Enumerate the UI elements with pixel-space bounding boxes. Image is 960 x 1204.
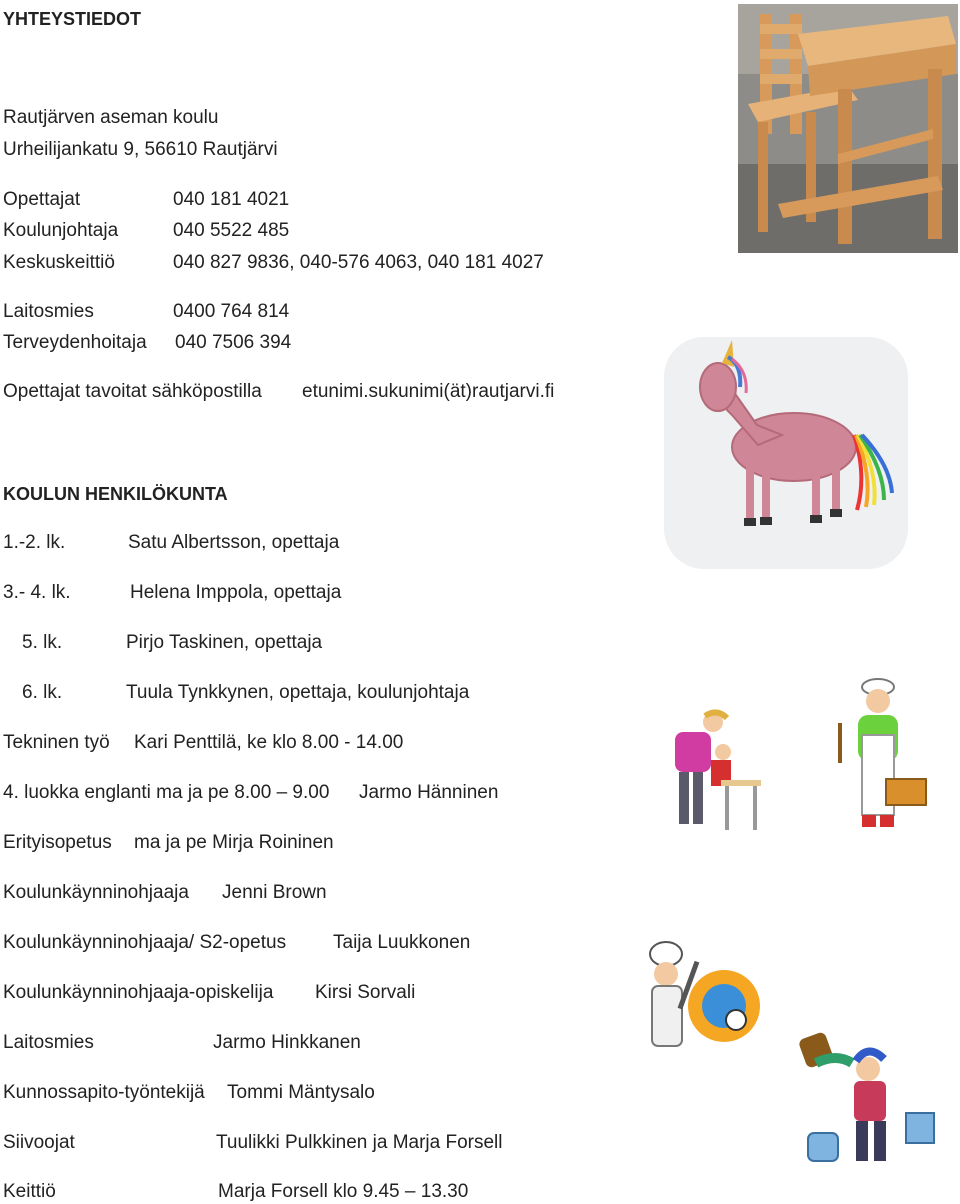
staff-role: Tekninen työ — [3, 732, 110, 753]
staff-role: Koulunkäynninohjaaja/ S2-opetus — [3, 932, 287, 953]
teacher-name: Helena Imppola, opettaja — [130, 582, 342, 603]
unicorn-drawing — [662, 335, 910, 571]
cook-clipart — [644, 940, 762, 1066]
teacher-grade: 3.- 4. lk. — [3, 582, 71, 603]
staff-role: Keittiö — [3, 1181, 56, 1202]
teacher-grade: 1.-2. lk. — [3, 532, 66, 553]
phone-label: Opettajat — [3, 189, 81, 210]
teacher-name: Pirjo Taskinen, opettaja — [126, 632, 323, 653]
phone-label: Keskuskeittiö — [3, 252, 115, 273]
staff-role: Kunnossapito-työntekijä — [3, 1082, 205, 1103]
teacher-name: Tuula Tynkkynen, opettaja, koulunjohtaja — [126, 682, 470, 703]
staff-name: Jenni Brown — [222, 882, 327, 903]
school-address: Urheilijankatu 9, 56610 Rautjärvi — [3, 139, 278, 160]
phone-label: Terveydenhoitaja — [3, 332, 147, 353]
phone-number: 0400 764 814 — [173, 301, 290, 322]
staff-name: Jarmo Hänninen — [359, 782, 499, 803]
staff-role: Erityisopetus — [3, 832, 112, 853]
school-name: Rautjärven aseman koulu — [3, 107, 219, 128]
phone-number: 040 5522 485 — [173, 220, 290, 241]
phone-number: 040 7506 394 — [175, 332, 292, 353]
phone-label: Koulunjohtaja — [3, 220, 119, 241]
staff-role: Koulunkäynninohjaaja-opiskelija — [3, 982, 274, 1003]
staff-name: Tommi Mäntysalo — [227, 1082, 375, 1103]
school-desk-photo — [738, 4, 958, 253]
staff-name: ma ja pe Mirja Roininen — [134, 832, 334, 853]
cleaner-clipart — [796, 1023, 944, 1173]
staff-role: Laitosmies — [3, 1032, 94, 1053]
staff-role: 4. luokka englanti ma ja pe 8.00 – 9.00 — [3, 782, 330, 803]
staff-role: Siivoojat — [3, 1132, 75, 1153]
staff-name: Taija Luukkonen — [333, 932, 471, 953]
staff-name: Marja Forsell klo 9.45 – 13.30 — [218, 1181, 469, 1202]
handyman-clipart — [832, 675, 928, 841]
staff-name: Tuulikki Pulkkinen ja Marja Forsell — [216, 1132, 503, 1153]
phone-number: 040 181 4021 — [173, 189, 290, 210]
teacher-grade: 5. lk. — [22, 632, 63, 653]
teacher-grade: 6. lk. — [22, 682, 63, 703]
staff-role: Koulunkäynninohjaaja — [3, 882, 189, 903]
staff-name: Kirsi Sorvali — [315, 982, 416, 1003]
page-heading: YHTEYSTIEDOT — [3, 9, 142, 29]
email-text: Opettajat tavoitat sähköpostilla — [3, 381, 262, 402]
teacher-name: Satu Albertsson, opettaja — [128, 532, 340, 553]
phone-label: Laitosmies — [3, 301, 94, 322]
phone-number: 040 827 9836, 040-576 4063, 040 181 4027 — [173, 252, 544, 273]
staff-heading: KOULUN HENKILÖKUNTA — [3, 484, 228, 504]
staff-name: Kari Penttilä, ke klo 8.00 - 14.00 — [134, 732, 404, 753]
email-address: etunimi.sukunimi(ät)rautjarvi.fi — [302, 381, 555, 402]
teacher-pupil-clipart — [665, 708, 765, 836]
staff-name: Jarmo Hinkkanen — [213, 1032, 361, 1053]
